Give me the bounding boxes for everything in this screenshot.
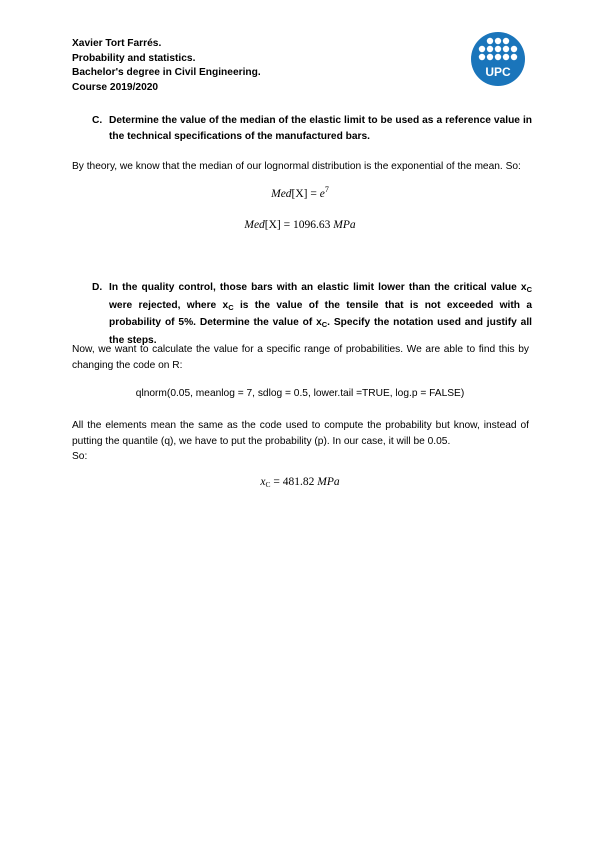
question-c [92,113,532,144]
paragraph-so: So: [72,451,88,462]
question-c-letter: C. [92,115,103,126]
author-name: Xavier Tort Farrés. [72,38,162,49]
degree-name: Bachelor's degree in Civil Engineering. [72,67,261,78]
upc-logo [471,32,525,86]
question-d [92,280,532,348]
paragraph-calculation: Now, we want to calculate the value for a specific range of probabilities. We are able to find this by changing the code on R: [72,344,529,371]
formula-critical-value: $x_C = 481.82$ MPa [260,476,340,489]
paragraph-theory: By theory, we know that the median of our lognormal distribution is the exponential of the mean. So: [72,161,521,172]
question-c-text: Determine the value of the median of the elastic limit to be used as a reference value in the technical specifications of the manufactured bars. [109,115,532,142]
formula-median-exp: $Med[X] = e^7$ [271,185,329,200]
r-code-line: qlnorm(0.05, meanlog = 7, sdlog = 0.5, lower.tail =TRUE, log.p = FALSE) [135,388,465,399]
logo-text: UPC [485,65,511,79]
course-year: Course 2019/2020 [72,81,159,93]
question-d-text: In the quality control, those bars with an elastic limit lower than the critical value $x_C$ were rejected, where $x_C$ is the value of the tensile that is not exceeded with a probability of 5%. Determine the value of $x_C$. Specify the notation used and justify all the steps. [109,282,532,346]
paragraph-elements: All the elements mean the same as the code used to compute the probability but know, instead of putting the quantile (q), we have to put the probability (p). In our case, it will be 0.05. [72,420,529,447]
question-d-letter: D. [92,282,103,293]
document-header [72,37,261,95]
formula-median-value: Med[X] = 1096.63 MPa [244,219,356,231]
subject-name: Probability and statistics. [72,52,196,64]
